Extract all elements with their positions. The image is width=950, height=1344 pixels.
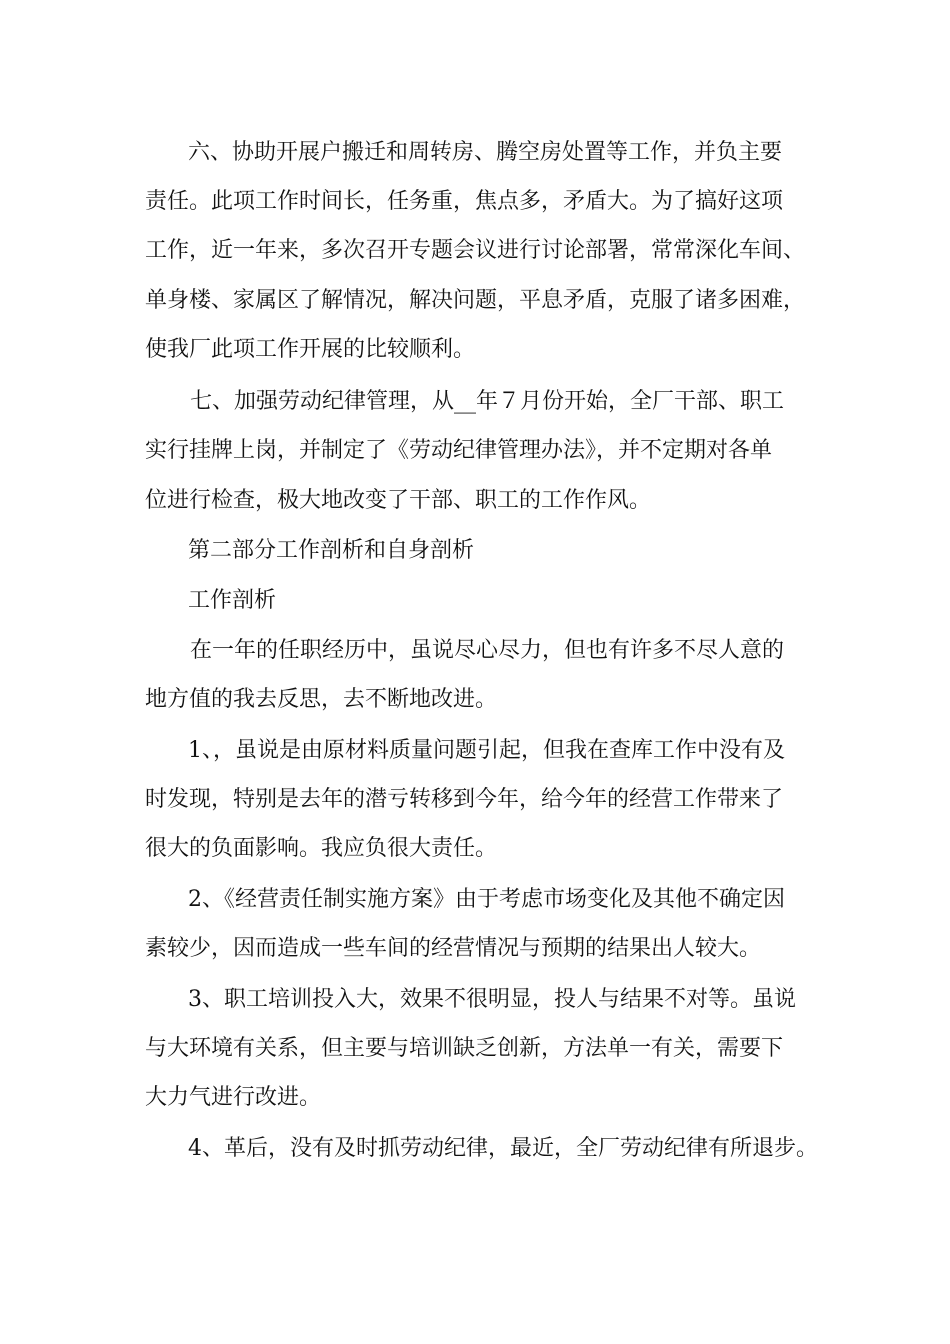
paragraph-line: 实行挂牌上岗，并制定了《劳动纪律管理办法》，并不定期对各单 [145, 438, 773, 463]
paragraph-line: 在一年的任职经历中，虽说尽心尽力，但也有许多不尽人意的 [190, 638, 785, 663]
paragraph-line: 1、，虽说是由原材料质量问题引起，但我在查库工作中没有及 [188, 738, 785, 763]
paragraph-line: 责任。此项工作时间长，任务重，焦点多，矛盾大。为了搞好这项 [145, 189, 784, 214]
paragraph-line: 七、加强劳动纪律管理，从__年７月份开始，全厂干部、职工 [190, 389, 785, 414]
paragraph-line: 2、《经营责任制实施方案》由于考虑市场变化及其他不确定因 [188, 887, 785, 912]
paragraph-line: 地方值的我去反思，去不断地改进。 [145, 687, 498, 712]
paragraph-line: 时发现，特别是去年的潜亏转移到今年，给今年的经营工作带来了 [145, 787, 784, 812]
paragraph-line: 六、协助开展户搬迁和周转房、腾空房处置等工作，并负主要 [188, 140, 783, 165]
paragraph-line: 3、职工培训投入大，效果不很明显，投人与结果不对等。虽说 [188, 987, 796, 1012]
section-heading-text: 第二部分工作剖析和自身剖析 [188, 538, 475, 563]
paragraph-line: 4、革后，没有及时抓劳动纪律，最近，全厂劳动纪律有所退步。 [188, 1136, 818, 1161]
paragraph-line: 很大的负面影响。我应负很大责任。 [145, 836, 498, 861]
paragraph-line: 工作，近一年来，多次召开专题会议进行讨论部署，常常深化车间、 [145, 238, 806, 263]
paragraph-line: 素较少，因而造成一些车间的经营情况与预期的结果出人较大。 [145, 936, 762, 961]
paragraph-line: 与大环境有关系，但主要与培训缺乏创新，方法单一有关，需要下 [145, 1036, 784, 1061]
paragraph-line: 位进行检查，极大地改变了干部、职工的工作作风。 [145, 488, 652, 513]
paragraph-line: 大力气进行改进。 [145, 1085, 322, 1110]
paragraph-line: 单身楼、家属区了解情况，解决问题，平息矛盾，克服了诸多困难， [145, 288, 806, 313]
sub-heading-text: 工作剖析 [188, 588, 277, 613]
paragraph-line: 使我厂此项工作开展的比较顺利。 [145, 337, 476, 362]
